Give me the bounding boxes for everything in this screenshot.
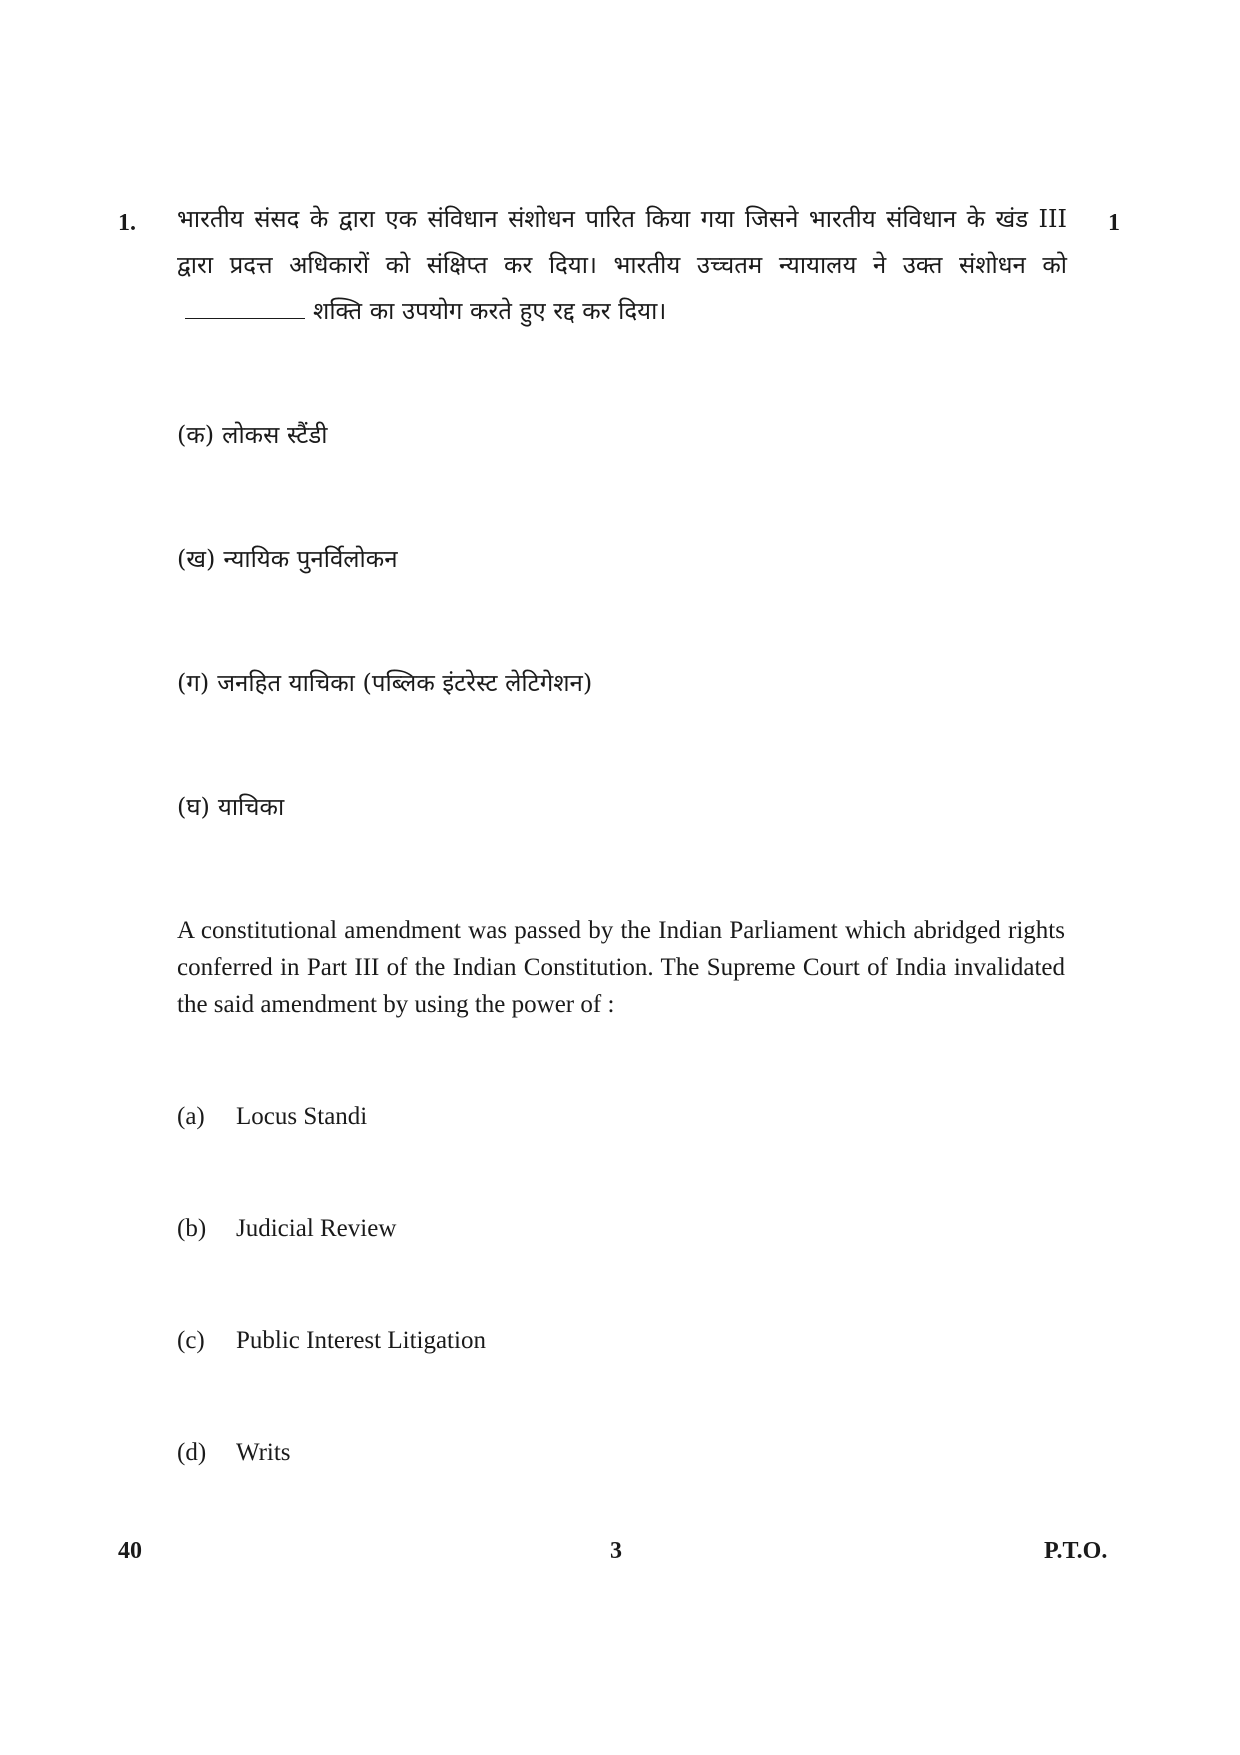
english-option-d — [177, 1439, 291, 1467]
english-option-label: (c) — [177, 1327, 205, 1354]
english-option-label: (d) — [177, 1439, 207, 1466]
hindi-option-text: न्यायिक पुनर्विलोकन — [223, 545, 398, 573]
hindi-option-label: (ग) — [177, 669, 210, 697]
hindi-option-ka — [177, 418, 327, 451]
question-number: 1. — [118, 210, 136, 236]
page-number: 3 — [610, 1538, 622, 1564]
hindi-option-ga — [177, 666, 592, 699]
english-option-text: Locus Standi — [236, 1103, 368, 1130]
english-option-text: Public Interest Litigation — [236, 1327, 486, 1354]
english-option-c — [177, 1327, 486, 1355]
hindi-question-stem — [177, 196, 1067, 334]
english-option-text: Writs — [236, 1439, 291, 1466]
hindi-stem-text-before-blank: भारतीय संसद के द्वारा एक संविधान संशोधन पारित किया गया जिसने भारतीय संविधान के खंड III द्वारा प्रदत्त अधिकारों को संक्षिप्त कर दिया। भारतीय उच्चतम न्यायालय ने उक्त संशोधन को — [177, 205, 1067, 279]
hindi-option-label: (क) — [177, 421, 215, 449]
hindi-option-label: (घ) — [177, 793, 210, 821]
english-question-stem: A constitutional amendment was passed by the Indian Parliament which abridged rights conferred in Part III of the Indian Constitution. The Supreme Court of India invalidated the said amendment by using the power of : — [177, 917, 1065, 1018]
answer-blank — [185, 294, 305, 319]
english-option-a — [177, 1103, 367, 1131]
please-turn-over: P.T.O. — [1044, 1538, 1108, 1564]
hindi-stem-text-after-blank: शक्ति का उपयोग करते हुए रद्द कर दिया। — [313, 297, 667, 325]
hindi-option-text: याचिका — [217, 793, 285, 821]
english-option-b — [177, 1215, 396, 1243]
hindi-option-text: लोकस स्टैंडी — [222, 421, 328, 449]
hindi-option-label: (ख) — [177, 545, 216, 573]
english-option-label: (a) — [177, 1103, 205, 1130]
english-option-label: (b) — [177, 1215, 207, 1242]
hindi-option-gha — [177, 790, 284, 823]
english-option-text: Judicial Review — [236, 1215, 397, 1242]
hindi-option-text: जनहित याचिका (पब्लिक इंटरेस्ट लेटिगेशन) — [217, 669, 593, 697]
paper-code: 40 — [118, 1538, 142, 1564]
question-marks: 1 — [1108, 210, 1120, 236]
hindi-option-kha — [177, 542, 398, 575]
